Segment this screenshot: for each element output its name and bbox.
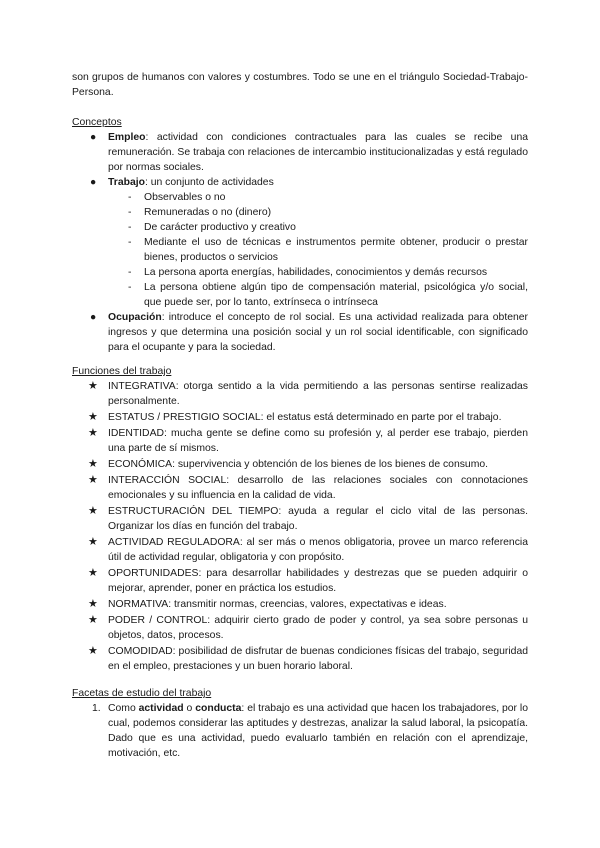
funcion-item: ★ PODER / CONTROL: adquirir cierto grado de poder y control, ya sea sobre personas u objetos, datos, procesos. bbox=[88, 614, 528, 641]
conceptos-section bbox=[72, 115, 528, 355]
conceptos-list-cont bbox=[72, 310, 528, 355]
dash-icon: - bbox=[128, 267, 132, 278]
ocupacion-text: : introduce el concepto de rol social. Es una actividad realizada para obtener ingresos y que determina una posición social y un rol social identificable, con significado para el ocupante y para la sociedad. bbox=[108, 312, 528, 353]
dash-icon: - bbox=[128, 222, 132, 233]
faceta-item: 1. Como actividad o conducta: el trabajo es una actividad que hacen los trabajadores, por lo cual, podemos considerar las aptitudes y destrezas, analizar la salud laboral, la psicopatía. Dado que es una actividad, puedo evaluarlo también en relación con el aprendizaje, motivación, etc. bbox=[92, 703, 528, 759]
trabajo-term: Trabajo bbox=[108, 177, 145, 188]
conceptos-list bbox=[72, 130, 528, 190]
star-icon: ★ bbox=[88, 505, 98, 517]
star-icon: ★ bbox=[88, 645, 98, 657]
funcion-item: ★ ECONÓMICA: supervivencia y obtención de los bienes de los bienes de consumo. bbox=[88, 458, 489, 470]
intro-block bbox=[72, 70, 528, 100]
trabajo-subitem: - Mediante el uso de técnicas e instrumentos permite obtener, producir o prestar bienes, productos o servicios bbox=[128, 237, 528, 263]
star-icon: ★ bbox=[88, 567, 98, 579]
dash-icon: - bbox=[128, 207, 132, 218]
funcion-item: ★ ESTRUCTURACIÓN DEL TIEMPO: ayuda a regular el ciclo vital de las personas. Organizar los días en función del trabajo. bbox=[88, 505, 528, 532]
funcion-item: ★ ACTIVIDAD REGULADORA: al ser más o menos obligatoria, provee un marco referencia útil de actividad regular, obligatoria y con propósito. bbox=[88, 536, 528, 563]
star-icon: ★ bbox=[88, 427, 98, 439]
trabajo-subitem: - Observables o no bbox=[128, 192, 226, 203]
ocupacion-term: Ocupación bbox=[108, 312, 162, 323]
star-icon: ★ bbox=[88, 380, 98, 392]
facetas-list bbox=[72, 701, 528, 761]
trabajo-subitem: - De carácter productivo y creativo bbox=[128, 222, 296, 233]
trabajo-text: : un conjunto de actividades bbox=[144, 177, 274, 188]
funciones-section bbox=[72, 364, 528, 675]
star-icon: ★ bbox=[88, 474, 98, 486]
bullet-dot-icon: ● bbox=[90, 132, 97, 143]
dash-icon: - bbox=[128, 192, 132, 203]
concepto-trabajo bbox=[72, 175, 528, 190]
star-icon: ★ bbox=[88, 536, 98, 548]
facetas-section bbox=[72, 686, 528, 761]
dash-icon: - bbox=[128, 282, 132, 293]
concepto-ocupacion bbox=[72, 310, 528, 355]
empleo-term: Empleo bbox=[108, 132, 146, 143]
funcion-item: ★ OPORTUNIDADES: para desarrollar habilidades y destrezas que se pueden adquirir o mejorar, aprender, poner en práctica los estudios. bbox=[88, 567, 528, 594]
funcion-item: ★ INTERACCIÓN SOCIAL: desarrollo de las relaciones sociales con connotaciones emocionales y su influencia en la calidad de vida. bbox=[88, 474, 528, 501]
funciones-heading: Funciones del trabajo bbox=[72, 366, 172, 377]
funciones-list bbox=[72, 379, 528, 674]
trabajo-subitems bbox=[72, 190, 528, 310]
facetas-heading: Facetas de estudio del trabajo bbox=[72, 688, 212, 699]
empleo-text: : actividad con condiciones contractuales para las cuales se recibe una remuneración. Se trabaja con relaciones de intercambio institucionalizadas y está regulado por normas sociales. bbox=[108, 132, 528, 173]
star-icon: ★ bbox=[88, 411, 98, 423]
star-icon: ★ bbox=[88, 614, 98, 626]
dash-icon: - bbox=[128, 237, 132, 248]
star-icon: ★ bbox=[88, 458, 98, 470]
star-icon: ★ bbox=[88, 598, 98, 610]
funcion-item: ★ INTEGRATIVA: otorga sentido a la vida permitiendo a las personas sentirse realizadas personalmente. bbox=[88, 380, 528, 407]
trabajo-subitem: - La persona obtiene algún tipo de compensación material, psicológica y/o social, que puede ser, por lo tanto, extrínseca o intrínseca bbox=[128, 282, 528, 308]
funcion-item: ★ COMODIDAD: posibilidad de disfrutar de buenas condiciones físicas del trabajo, seguridad en el empleo, prestaciones y un buen horario laboral. bbox=[88, 645, 528, 672]
concepto-empleo bbox=[72, 130, 528, 175]
bullet-dot-icon: ● bbox=[90, 312, 97, 323]
bullet-dot-icon: ● bbox=[90, 177, 97, 188]
funcion-item: ★ NORMATIVA: transmitir normas, creencias, valores, expectativas e ideas. bbox=[88, 598, 447, 610]
conceptos-heading: Conceptos bbox=[72, 117, 122, 128]
item-number: 1. bbox=[92, 703, 101, 714]
intro-paragraph: son grupos de humanos con valores y costumbres. Todo se une en el triángulo Sociedad-Trabajo-Persona. bbox=[72, 72, 528, 98]
funcion-item: ★ ESTATUS / PRESTIGIO SOCIAL: el estatus está determinado en parte por el trabajo. bbox=[88, 411, 502, 423]
trabajo-subitem: - Remuneradas o no (dinero) bbox=[128, 207, 272, 218]
funcion-item: ★ IDENTIDAD: mucha gente se define como su profesión y, al perder ese trabajo, pierden una parte de sí mismos. bbox=[88, 427, 528, 454]
trabajo-subitem: - La persona aporta energías, habilidades, conocimientos y demás recursos bbox=[128, 267, 488, 278]
